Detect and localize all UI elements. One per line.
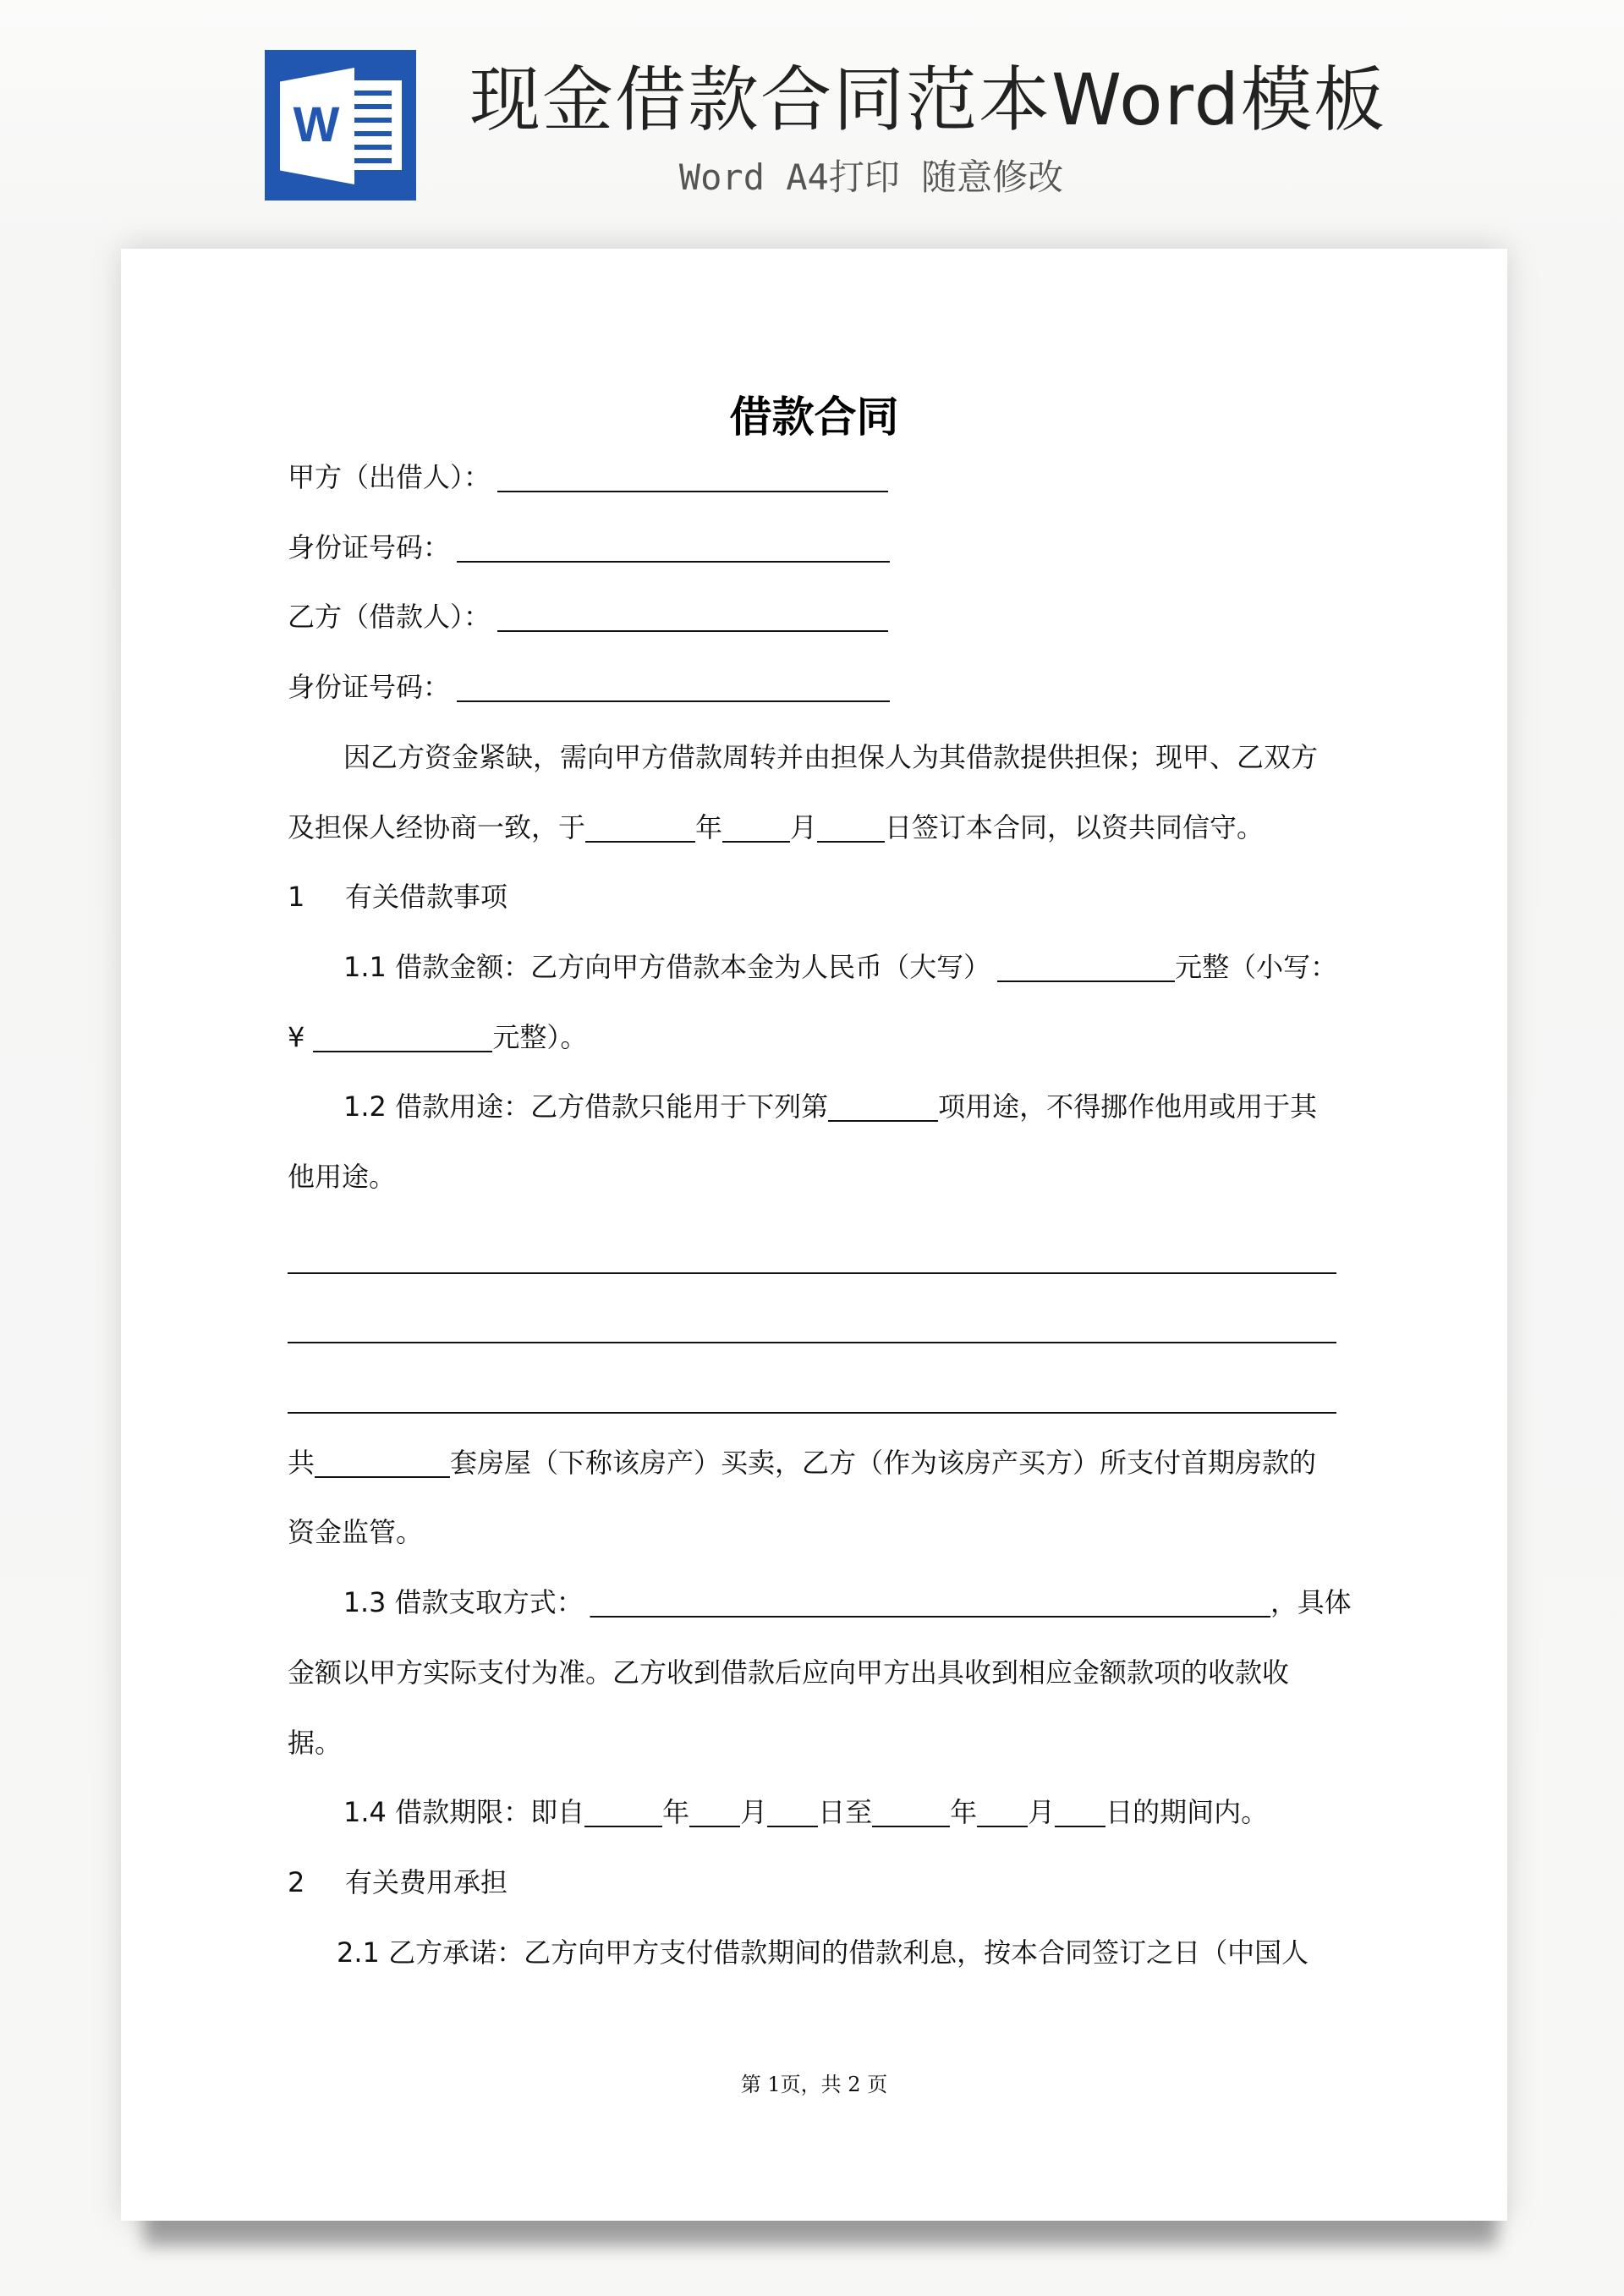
banner-title: 现金借款合同范本Word模板 [469,58,1386,141]
clause-text: 金额以甲方实际支付为准。乙方收到借款后应向甲方出具收到相应金额款项的收款收 [288,1656,1290,1689]
purpose-item-blank[interactable] [828,1090,938,1122]
preamble-text: 及担保人经协商一致，于 [288,811,586,843]
section-number: 1 [288,881,305,913]
clause-text: ，具体 [1270,1586,1352,1618]
borrower-id-blank[interactable] [457,670,890,702]
end-day-blank[interactable] [1055,1795,1106,1827]
clause-text: 他用途。 [288,1161,397,1193]
clause-text: 资金监管。 [288,1516,424,1548]
document-page [121,249,1507,2221]
house-clause-line-1 [288,1442,1345,1484]
clause-text: 1.2 借款用途：乙方借款只能用于下列第 [343,1090,829,1123]
month-label: 月 [740,1796,768,1828]
year-label: 年 [695,811,723,843]
month-label: 月 [1028,1796,1056,1828]
clause-text: 1.1 借款金额：乙方向甲方借款本金为人民币（大写） [343,951,991,983]
section-title: 有关借款事项 [345,881,508,913]
clause-text: 日的期间内。 [1106,1796,1269,1828]
section-heading-1 [288,876,1345,918]
purpose-blank-line-3[interactable] [288,1412,1336,1414]
clause-1-2-line-1 [288,1085,1345,1128]
year-label: 年 [662,1796,690,1828]
start-day-blank[interactable] [767,1795,818,1827]
year-label: 年 [950,1796,978,1828]
field-lender [288,456,1345,498]
lender-name-blank[interactable] [497,460,888,492]
clause-1-4 [288,1791,1345,1833]
word-icon [265,50,416,200]
clause-text: 元整（小写： [1175,951,1338,983]
clause-1-2-line-2 [288,1156,1345,1198]
preamble-text: 因乙方资金紧缺，需向甲方借款周转并由担保人为其借款提供担保；现甲、乙双方 [343,741,1319,773]
field-label: 乙方（借款人）： [288,601,491,633]
purpose-blank-line-2[interactable] [288,1342,1336,1343]
clause-1-1-line-1 [288,946,1345,988]
field-label: 身份证号码： [288,671,451,703]
word-logo-letter: W [293,97,340,152]
start-month-blank[interactable] [689,1795,740,1827]
amount-uppercase-blank[interactable] [997,950,1175,982]
section-number: 2 [288,1866,305,1898]
field-borrower-id [288,666,1345,708]
field-label: 甲方（出借人）： [288,461,491,493]
house-count-blank[interactable] [315,1446,450,1478]
section-title: 有关费用承担 [345,1866,508,1898]
house-clause-line-2 [288,1511,1345,1553]
section-heading-2 [288,1861,1345,1903]
clause-text: 日至 [818,1796,873,1828]
end-year-blank[interactable] [872,1795,950,1827]
field-lender-id [288,526,1345,569]
currency-symbol: ¥ [288,1021,305,1053]
page-footer: 第 1页，共 2 页 [740,2073,888,2096]
purpose-blank-line-1[interactable] [288,1272,1336,1274]
clause-1-1-line-2 [288,1016,1345,1058]
preamble-line-1 [288,736,1345,778]
clause-1-3-line-3 [288,1722,1345,1764]
withdrawal-method-blank[interactable] [590,1585,1271,1618]
field-borrower [288,596,1345,638]
lender-id-blank[interactable] [457,530,890,563]
clause-1-3-line-2 [288,1651,1345,1694]
sign-year-blank[interactable] [585,810,695,843]
end-month-blank[interactable] [977,1795,1028,1827]
clause-text: 共 [288,1447,315,1479]
month-label: 月 [790,811,818,843]
clause-1-3-line-1 [288,1581,1400,1623]
borrower-name-blank[interactable] [497,600,888,632]
document-lines-graphic [353,80,402,170]
field-label: 身份证号码： [288,531,451,563]
preamble-line-2 [288,806,1345,849]
clause-text: 1.3 借款支取方式： [343,1586,584,1618]
amount-numeric-blank[interactable] [313,1020,492,1052]
document-title: 借款合同 [729,393,899,442]
clause-text: 项用途，不得挪作他用或用于其 [938,1090,1318,1123]
preamble-text: 日签订本合同，以资共同信守。 [885,811,1265,843]
clause-text: 1.4 借款期限：即自 [343,1796,585,1828]
clause-text: 套房屋（下称该房产）买卖，乙方（作为该房产买方）所支付首期房款的 [450,1447,1317,1479]
banner-subtitle: Word A4打印 随意修改 [678,157,1064,198]
clause-text: 元整）。 [492,1021,588,1053]
start-year-blank[interactable] [584,1795,662,1827]
clause-2-1 [288,1931,1345,1974]
clause-text: 2.1 乙方承诺：乙方向甲方支付借款期间的借款利息，按本合同签订之日（中国人 [337,1936,1309,1969]
sign-month-blank[interactable] [722,810,790,843]
clause-text: 据。 [288,1727,343,1759]
sign-day-blank[interactable] [817,810,885,843]
